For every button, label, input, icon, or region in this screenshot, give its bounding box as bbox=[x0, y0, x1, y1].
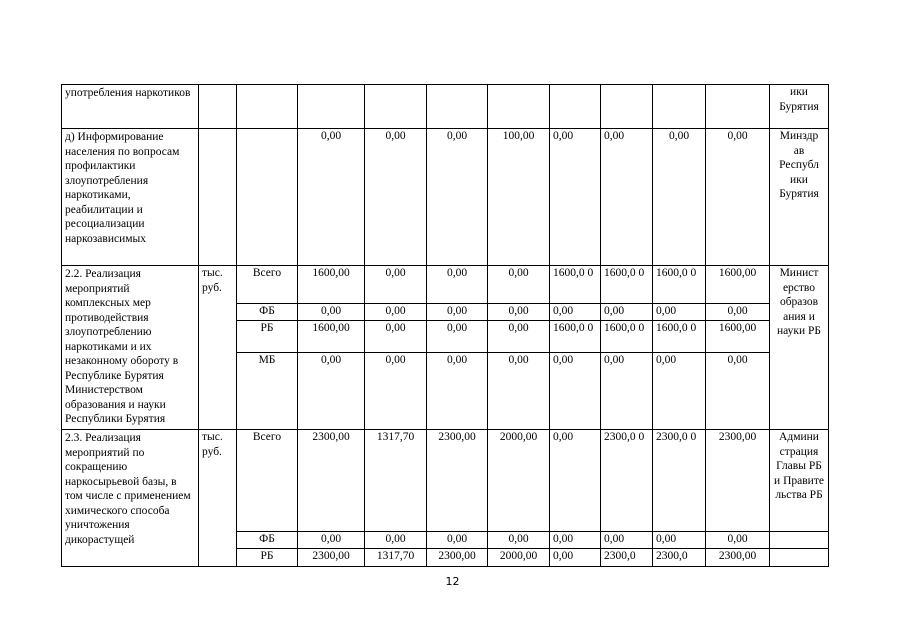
amount-cell: 0,00 bbox=[550, 430, 601, 532]
amount-cell: 2300,0 bbox=[601, 549, 653, 567]
amount-cell: 1600,00 bbox=[706, 321, 770, 353]
amount-cell: 0,00 bbox=[706, 353, 770, 430]
amount-cell: 0,00 bbox=[365, 532, 427, 549]
amount-cell: 0,00 bbox=[550, 353, 601, 430]
executor: Минздр ав Республ ики Бурятия bbox=[770, 129, 829, 266]
amount-cell: 1600,0 0 bbox=[550, 321, 601, 353]
amount-cell: 2000,00 bbox=[488, 430, 550, 532]
amount-cell: 0,00 bbox=[488, 532, 550, 549]
amount-cell: 0,00 bbox=[488, 304, 550, 321]
amount-cell: 1317,70 bbox=[365, 549, 427, 567]
amount-cell: 2300,00 bbox=[427, 549, 488, 567]
amount-cell: 2300,00 bbox=[706, 549, 770, 567]
executor: ики Бурятия bbox=[770, 85, 829, 129]
amount-cell: 0,00 bbox=[365, 129, 427, 266]
measure-name: 2.2. Реализация мероприятий комплексных мер противодействия злоупотреблению наркотиками и их незаконному обороту в Республике Бурятия Министерством образования и науки Республики Бурятия bbox=[62, 266, 199, 430]
amount-cell: 0,00 bbox=[365, 321, 427, 353]
amount-cell: 0,00 bbox=[427, 321, 488, 353]
amount-cell: 0,00 bbox=[488, 321, 550, 353]
amount-cell: 2300,00 bbox=[298, 549, 365, 567]
amount-cell: 0,00 bbox=[550, 304, 601, 321]
source-cell: РБ bbox=[237, 549, 298, 567]
amount-cell: 2300,0 0 bbox=[601, 430, 653, 532]
amount-cell: 0,00 bbox=[298, 129, 365, 266]
measure-name: употребления наркотиков bbox=[62, 85, 199, 129]
measure-name: д) Информирование населения по вопросам профилактики злоупотребления наркотиками, реабилитации и ресоциализации наркозависимых bbox=[62, 129, 199, 266]
amount-cell: 0,00 bbox=[550, 129, 601, 266]
executor: Админи страция Главы РБ и Правите льства РБ bbox=[770, 430, 829, 532]
amount-cell: 0,00 bbox=[427, 304, 488, 321]
amount-cell: 0,00 bbox=[653, 129, 706, 266]
table-row bbox=[62, 129, 829, 266]
amount-cell: 1600,0 0 bbox=[653, 321, 706, 353]
amount-cell: 2300,0 0 bbox=[653, 430, 706, 532]
table-row bbox=[62, 430, 829, 532]
amount-cell: 2300,00 bbox=[706, 430, 770, 532]
amount-cell: 100,00 bbox=[488, 129, 550, 266]
measure-name: 2.3. Реализация мероприятий по сокращению наркосырьевой базы, в том числе с применением химического способа уничтожения дикорастущей bbox=[62, 430, 199, 567]
amount-cell: 0,00 bbox=[706, 304, 770, 321]
table-row bbox=[62, 85, 829, 129]
amount-cell: 0,00 bbox=[706, 532, 770, 549]
amount-cell: 2300,0 bbox=[653, 549, 706, 567]
unit-cell: тыс. руб. bbox=[199, 430, 237, 567]
amount-cell: 0,00 bbox=[298, 532, 365, 549]
amount-cell: 2000,00 bbox=[488, 549, 550, 567]
amount-cell: 0,00 bbox=[601, 532, 653, 549]
amount-cell: 2300,00 bbox=[298, 430, 365, 532]
amount-cell: 0,00 bbox=[298, 353, 365, 430]
amount-cell: 0,00 bbox=[550, 532, 601, 549]
amount-cell: 1317,70 bbox=[365, 430, 427, 532]
page-number: 12 bbox=[445, 575, 460, 588]
amount-cell: 0,00 bbox=[488, 353, 550, 430]
amount-cell: 0,00 bbox=[427, 532, 488, 549]
amount-cell: 0,00 bbox=[365, 304, 427, 321]
amount-cell: 2300,00 bbox=[427, 430, 488, 532]
amount-cell: 0,00 bbox=[601, 129, 653, 266]
amount-cell: 0,00 bbox=[653, 304, 706, 321]
amount-cell: 1600,00 bbox=[706, 266, 770, 304]
source-cell: РБ bbox=[237, 321, 298, 353]
amount-cell: 0,00 bbox=[365, 266, 427, 304]
source-cell: Всего bbox=[237, 266, 298, 304]
executor: Минист ерство образов ания и науки РБ bbox=[770, 266, 829, 430]
amount-cell: 1600,0 0 bbox=[601, 266, 653, 304]
amount-cell: 0,00 bbox=[427, 353, 488, 430]
amount-cell: 0,00 bbox=[550, 549, 601, 567]
program-funding-table bbox=[61, 84, 829, 567]
amount-cell: 1600,00 bbox=[298, 321, 365, 353]
amount-cell: 0,00 bbox=[706, 129, 770, 266]
amount-cell: 1600,00 bbox=[298, 266, 365, 304]
amount-cell: 0,00 bbox=[653, 353, 706, 430]
amount-cell: 0,00 bbox=[488, 266, 550, 304]
amount-cell: 1600,0 0 bbox=[653, 266, 706, 304]
amount-cell: 1600,0 0 bbox=[601, 321, 653, 353]
table-row bbox=[62, 266, 829, 304]
amount-cell: 0,00 bbox=[427, 129, 488, 266]
amount-cell: 0,00 bbox=[601, 304, 653, 321]
amount-cell: 0,00 bbox=[365, 353, 427, 430]
amount-cell: 1600,0 0 bbox=[550, 266, 601, 304]
source-cell: ФБ bbox=[237, 532, 298, 549]
source-cell: МБ bbox=[237, 353, 298, 430]
amount-cell: 0,00 bbox=[427, 266, 488, 304]
amount-cell: 0,00 bbox=[298, 304, 365, 321]
amount-cell: 0,00 bbox=[653, 532, 706, 549]
source-cell: Всего bbox=[237, 430, 298, 532]
source-cell: ФБ bbox=[237, 304, 298, 321]
amount-cell: 0,00 bbox=[601, 353, 653, 430]
unit-cell: тыс. руб. bbox=[199, 266, 237, 430]
